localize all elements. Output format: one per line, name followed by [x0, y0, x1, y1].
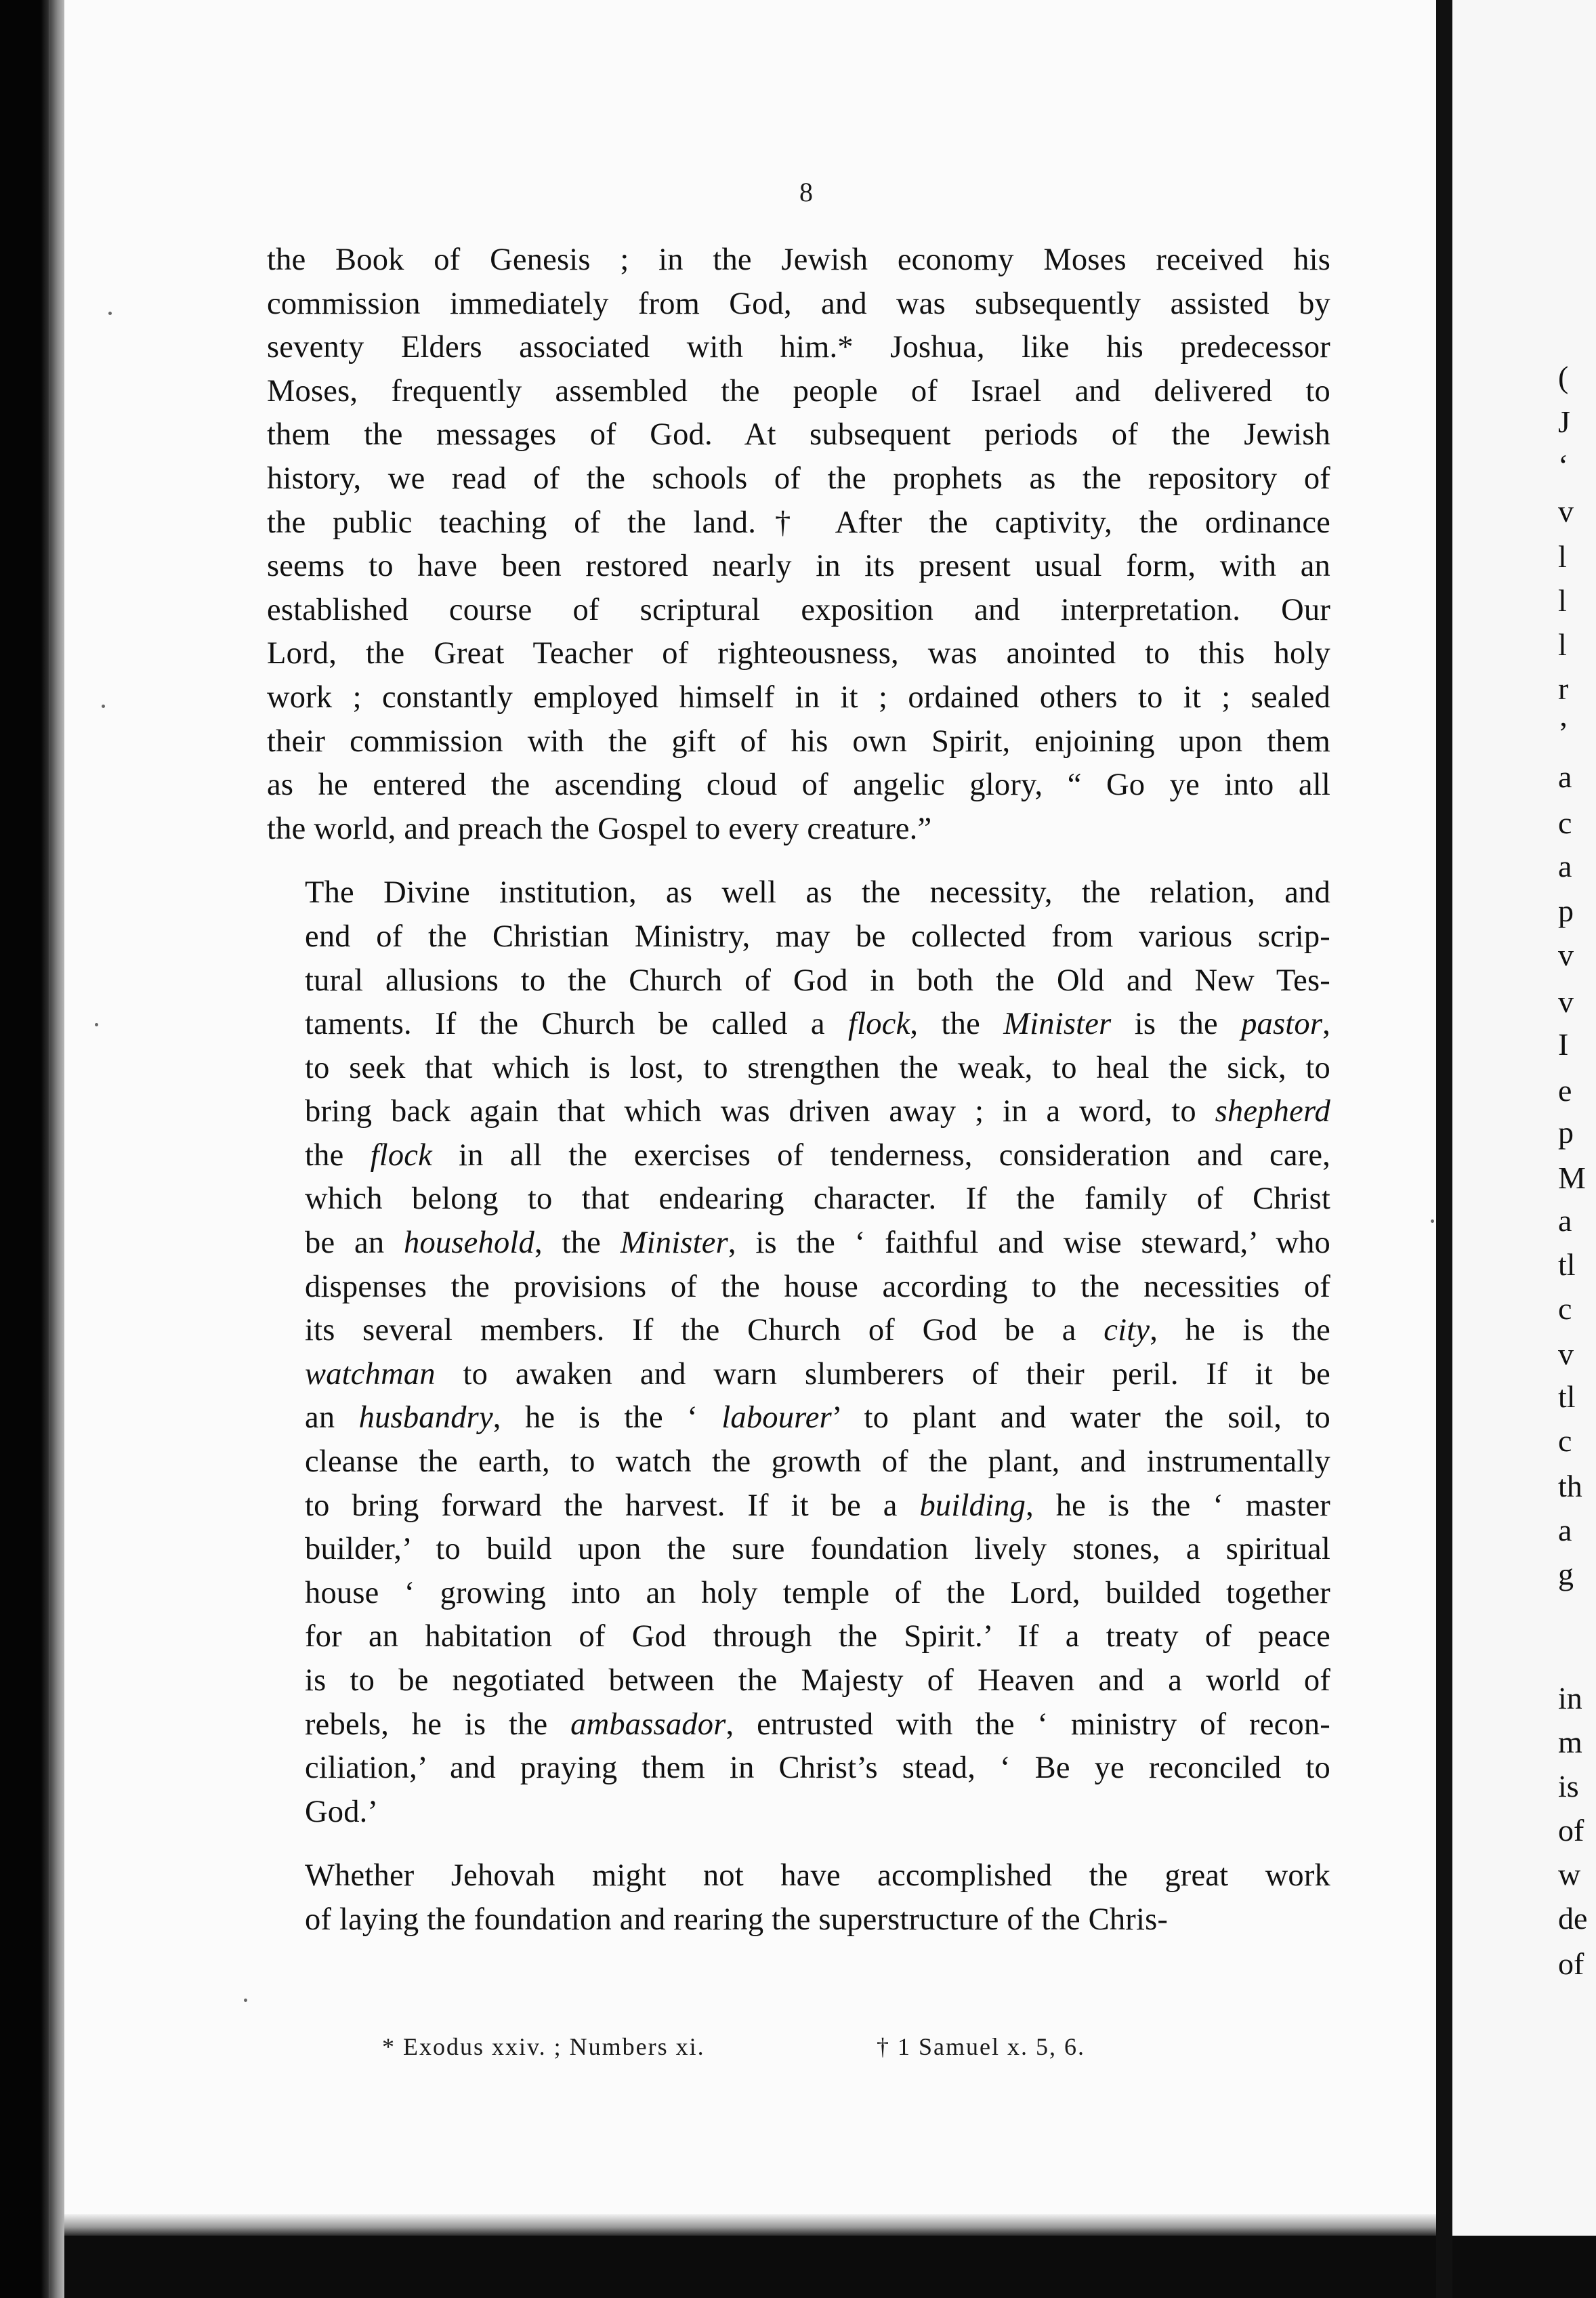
- facing-fragment: of: [1558, 1813, 1584, 1847]
- text-line: to bring forward the harvest. If it be a building, he is the ‘ master: [305, 1488, 1330, 1523]
- text-line: is to be negotiated between the Majesty of Heaven and a world of: [305, 1663, 1330, 1698]
- facing-fragment: a: [1558, 849, 1572, 883]
- speck: [244, 1999, 247, 2002]
- facing-fragment: p: [1558, 894, 1574, 928]
- facing-fragment: is: [1558, 1769, 1579, 1803]
- facing-fragment: ‘: [1558, 448, 1569, 482]
- body-text: [267, 238, 1330, 1942]
- text-line: seems to have been restored nearly in its present usual form, with an: [267, 549, 1330, 584]
- text-line: work ; constantly employed himself in it ; ordained others to it ; sealed: [267, 680, 1330, 715]
- speck: [95, 1023, 98, 1026]
- text-line: which belong to that endearing character. If the family of Christ: [305, 1182, 1330, 1217]
- facing-fragment: de: [1558, 1901, 1588, 1936]
- text-line: rebels, he is the ambassador, entrusted with the ‘ ministry of recon-: [305, 1707, 1330, 1742]
- page-bottom-shadow: [64, 2236, 1446, 2298]
- facing-fragment: l: [1558, 583, 1567, 618]
- text-line: of laying the foundation and rearing the superstructure of the Chris-: [305, 1902, 1169, 1937]
- facing-fragment: J: [1558, 404, 1570, 439]
- text-line: established course of scriptural exposition and interpretation. Our: [267, 592, 1330, 627]
- facing-fragment: l: [1558, 539, 1567, 574]
- text-line: watchman to awaken and warn slumberers of their peril. If it be: [305, 1356, 1330, 1392]
- text-line: history, we read of the schools of the prophets as the repository of: [267, 461, 1330, 496]
- facing-fragment: e: [1558, 1073, 1572, 1108]
- text-line: to seek that which is lost, to strengthen the weak, to heal the sick, to: [305, 1050, 1330, 1085]
- text-line: the world, and preach the Gospel to every creature.”: [267, 811, 932, 846]
- facing-fragment: tl: [1558, 1379, 1576, 1414]
- text-line: The Divine institution, as well as the necessity, the relation, and: [305, 875, 1330, 911]
- footnote: * Exodus xxiv. ; Numbers xi.: [382, 2033, 705, 2060]
- facing-fragment: r: [1558, 671, 1569, 706]
- footnote: † 1 Samuel x. 5, 6.: [877, 2033, 1085, 2060]
- gutter-line: [49, 0, 51, 2298]
- text-line: be an household, the Minister, is the ‘ faithful and wise steward,’ who: [305, 1226, 1330, 1261]
- speck: [1431, 1219, 1434, 1223]
- facing-fragment: p: [1558, 1115, 1574, 1150]
- facing-fragment: a: [1558, 1513, 1572, 1547]
- facing-fragment: g: [1558, 1557, 1574, 1591]
- facing-fragment: v: [1558, 984, 1574, 1019]
- facing-fragment: M: [1558, 1161, 1586, 1195]
- facing-fragment: tl: [1558, 1247, 1576, 1282]
- facing-fragment: a: [1558, 759, 1572, 794]
- text-line: the flock in all the exercises of tenderness, consideration and care,: [305, 1137, 1330, 1173]
- text-line: them the messages of God. At subsequent periods of the Jewish: [267, 417, 1330, 453]
- paragraph: [267, 1854, 1330, 1942]
- text-line: end of the Christian Ministry, may be collected from various scrip-: [305, 919, 1330, 954]
- text-line: Lord, the Great Teacher of righteousness, was anointed to this holy: [267, 636, 1330, 671]
- text-line: its several members. If the Church of God be a city, he is the: [305, 1313, 1330, 1348]
- text-line: for an habitation of God through the Spirit.’ If a treaty of peace: [305, 1619, 1330, 1654]
- facing-fragment: of: [1558, 1946, 1584, 1981]
- text-line: ciliation,’ and praying them in Christ’s stead, ‘ Be ye reconciled to: [305, 1751, 1330, 1786]
- text-line: taments. If the Church be called a flock, the Minister is the pastor,: [305, 1007, 1330, 1042]
- text-line: the public teaching of the land.† After the captivity, the ordinance: [267, 505, 1330, 540]
- facing-fragment: v: [1558, 938, 1574, 972]
- facing-fragment: in: [1558, 1681, 1582, 1715]
- facing-fragment: v: [1558, 1337, 1574, 1371]
- facing-page-bottom: [1452, 2236, 1596, 2298]
- page-number: 8: [799, 177, 813, 207]
- text-line: an husbandry, he is the ‘ labourer’ to plant and water the soil, to: [305, 1400, 1330, 1436]
- facing-fragment: m: [1558, 1725, 1582, 1759]
- page-bottom-edge: [64, 2214, 1436, 2236]
- facing-fragment: c: [1558, 1291, 1572, 1326]
- text-line: the Book of Genesis ; in the Jewish economy Moses received his: [267, 243, 1330, 277]
- paragraph: [267, 238, 1330, 851]
- page-divider: [1436, 0, 1452, 2298]
- facing-fragment: l: [1558, 627, 1567, 662]
- paragraph: [267, 871, 1330, 1834]
- text-line: builder,’ to build upon the sure foundation lively stones, a spiritual: [305, 1532, 1330, 1567]
- facing-fragment: c: [1558, 1423, 1572, 1458]
- text-line: Moses, frequently assembled the people of Israel and delivered to: [267, 373, 1330, 409]
- facing-fragment: I: [1558, 1027, 1569, 1062]
- facing-fragment: th: [1558, 1469, 1582, 1503]
- text-line: God.’: [305, 1794, 379, 1829]
- facing-fragment: c: [1558, 806, 1572, 840]
- text-line: their commission with the gift of his own Spirit, enjoining upon them: [267, 724, 1330, 759]
- text-line: Whether Jehovah might not have accomplished the great work: [305, 1858, 1330, 1894]
- facing-fragment: (: [1558, 360, 1569, 394]
- facing-fragment: ’: [1558, 715, 1569, 750]
- text-line: bring back again that which was driven away ; in a word, to shepherd: [305, 1094, 1330, 1129]
- text-line: commission immediately from God, and was subsequently assisted by: [267, 286, 1330, 321]
- facing-fragment: w: [1558, 1857, 1581, 1892]
- facing-fragment: a: [1558, 1203, 1572, 1238]
- text-line: as he entered the ascending cloud of angelic glory, “ Go ye into all: [267, 768, 1330, 803]
- text-line: cleanse the earth, to watch the growth of the plant, and instrumentally: [305, 1444, 1330, 1480]
- speck: [102, 705, 105, 708]
- text-line: tural allusions to the Church of God in both the Old and New Tes-: [305, 963, 1330, 998]
- speck: [108, 312, 112, 315]
- text-line: house ‘ growing into an holy temple of the Lord, builded together: [305, 1575, 1330, 1610]
- text-line: dispenses the provisions of the house according to the necessities of: [305, 1269, 1330, 1304]
- text-line: seventy Elders associated with him.* Joshua, like his predecessor: [267, 330, 1330, 365]
- facing-fragment: v: [1558, 494, 1574, 528]
